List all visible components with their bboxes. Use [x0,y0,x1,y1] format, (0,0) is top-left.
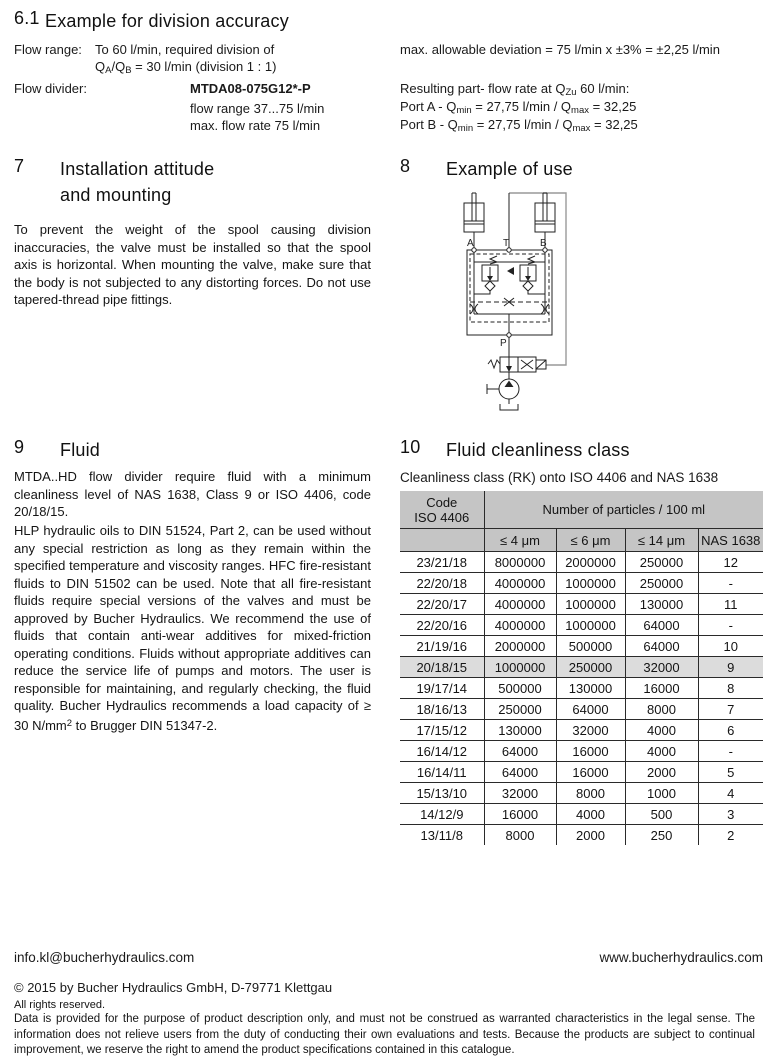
cell-nas: 6 [698,720,763,741]
cell-le4: 500000 [484,678,556,699]
header-code: Code ISO 4406 [400,491,484,529]
table-row [400,720,763,741]
port-b-flow: Port $B - Q_{min} = 27,75$ $l/\min / Q_{max} = 32,25$ [400,117,638,134]
port-a-flow: Port $A - Q_{min} = 27,75$ $l/\min / Q_{max} = 32,25$ [400,99,637,116]
cell-le6: 2000 [556,825,625,846]
section-number: 9 [14,437,25,457]
resulting-flow: Resulting part- flow rate at $Q_{Zu}$ 60 l/min: [400,81,630,98]
table-row [400,783,763,804]
table-caption: Cleanliness class (RK) onto ISO 4406 and NAS 1638 [400,470,719,485]
cell-nas: - [698,615,763,636]
cell-le14: 250000 [625,573,698,594]
table-row [400,552,763,573]
cell-le6: 2000000 [556,552,625,573]
cell-le4: 4000000 [484,573,556,594]
model-max-flow: max. flow rate 75 l/min [190,118,321,133]
cell-le4: 8000 [484,825,556,846]
section-number: 6.1 [14,8,40,28]
cell-le4: 8000000 [484,552,556,573]
fluid-paragraph-2: HLP hydraulic oils to DIN 51524, Part 2, can be used without any special restriction as long as they remain within the specified temperature and viscosity ranges. HFC fire-resistant fluids to DIN 51502 can be used. Note that all fire-resistant fluids require special versions of the valves and must be approved by Bucher Hydraulics. We recommend the use of fluids that contain anti-wear additives for mixed-friction operating conditions. Fluids without appropriate additives can reduce the service life of pumps and motors. The user is responsible for maintaining, and regularly checking, the fluid quality. Bucher Hydraulics recommends a load capacity of ≥ 30 $N/mm^2$ to Brugger DIN 51347-2. [14,523,371,733]
cell-code: 21/19/16 [400,636,484,657]
cell-le6: 4000 [556,804,625,825]
cell-le6: 500000 [556,636,625,657]
cell-le4: 64000 [484,762,556,783]
table-row [400,657,763,678]
pilot-arrow [507,267,514,275]
cell-nas: 2 [698,825,763,846]
cell-nas: 3 [698,804,763,825]
header-blank [400,529,484,552]
section-title: Installation attitude and mounting [60,159,215,205]
cell-le6: 1000000 [556,615,625,636]
header-nas: NAS 1638 [698,529,763,552]
cell-nas: 8 [698,678,763,699]
cell-le14: 16000 [625,678,698,699]
cylinder-left [464,203,484,232]
flow-range-label: Flow range: [14,42,82,57]
cell-code: 19/17/14 [400,678,484,699]
cell-nas: 10 [698,636,763,657]
cell-code: 18/16/13 [400,699,484,720]
cell-le4: 250000 [484,699,556,720]
flow-range-line2: $Q_A/Q_B = 30$ l/min (division 1 : 1) [95,59,277,76]
cell-nas: 7 [698,699,763,720]
cell-le4: 4000000 [484,594,556,615]
cell-le4: 2000000 [484,636,556,657]
cell-code: 22/20/16 [400,615,484,636]
port-label-b: B [540,238,547,249]
cell-nas: - [698,573,763,594]
footer-rights: All rights reserved. [14,999,106,1011]
cell-le14: 1000 [625,783,698,804]
cell-code: 22/20/18 [400,573,484,594]
section-9-heading [14,437,100,463]
header-le6: ≤ 6 μm [556,529,625,552]
header-le14: ≤ 14 μm [625,529,698,552]
cell-nas: - [698,741,763,762]
footer-email: info.kl@bucherhydraulics.com [14,950,195,965]
cell-code: 17/15/12 [400,720,484,741]
cell-le14: 4000 [625,720,698,741]
table-row [400,678,763,699]
cell-le6: 16000 [556,762,625,783]
cell-le6: 1000000 [556,573,625,594]
cell-le14: 250000 [625,552,698,573]
port-label-a: A [467,238,474,249]
cell-le6: 130000 [556,678,625,699]
section-number: 8 [400,156,411,176]
cell-le14: 250 [625,825,698,846]
tank [500,399,518,410]
flow-divider-label: Flow divider: [14,81,87,96]
table-row [400,573,763,594]
cell-code: 16/14/12 [400,741,484,762]
fluid-paragraph-1: MTDA..HD flow divider require fluid with a minimum cleanliness level of NAS 1638, Class 9 or ISO 4406, code 20/18/15. [14,469,371,519]
header-particles: Number of particles / 100 ml [484,491,763,529]
cell-le4: 32000 [484,783,556,804]
table-row [400,615,763,636]
cell-le4: 130000 [484,720,556,741]
cell-code: 13/11/8 [400,825,484,846]
cell-le6: 1000000 [556,594,625,615]
cell-le14: 500 [625,804,698,825]
cell-le4: 1000000 [484,657,556,678]
cell-le14: 4000 [625,741,698,762]
header-le4: ≤ 4 μm [484,529,556,552]
table-row [400,594,763,615]
section-title: Example of use [446,159,573,179]
cell-le14: 32000 [625,657,698,678]
cell-le14: 64000 [625,615,698,636]
cell-le14: 64000 [625,636,698,657]
cell-nas: 12 [698,552,763,573]
cell-code: 23/21/18 [400,552,484,573]
cell-le4: 4000000 [484,615,556,636]
cell-le6: 32000 [556,720,625,741]
section-6-1-heading [14,8,289,34]
cell-code: 20/18/15 [400,657,484,678]
cell-le14: 130000 [625,594,698,615]
port-label-t: T [503,238,510,249]
cell-le6: 64000 [556,699,625,720]
cell-le14: 8000 [625,699,698,720]
cell-code: 14/12/9 [400,804,484,825]
cell-le4: 64000 [484,741,556,762]
cell-nas: 9 [698,657,763,678]
footer-website: www.bucherhydraulics.com [599,950,763,965]
cylinder-right [535,203,555,232]
cell-nas: 5 [698,762,763,783]
cell-nas: 4 [698,783,763,804]
valve-spring [488,360,500,368]
max-deviation: max. allowable deviation = 75 l/min x ±3% = ±2,25 l/min [400,42,720,57]
cleanliness-table-body [400,552,763,846]
section-number: 7 [14,156,25,176]
cell-le6: 8000 [556,783,625,804]
cleanliness-table [400,491,763,845]
cell-le4: 16000 [484,804,556,825]
installation-paragraph: To prevent the weight of the spool causing division inaccuracies, the valve must be installed so that the spool axis is horizontal. When mounting the valve, make sure that the body is not subjected to any distorting forces. Do not use tapered-thread pipe fittings. [14,222,371,307]
cell-le14: 2000 [625,762,698,783]
hydraulic-schematic [430,176,575,421]
cell-code: 16/14/11 [400,762,484,783]
table-row [400,699,763,720]
table-row [400,825,763,846]
table-row [400,762,763,783]
table-row [400,636,763,657]
section-number: 10 [400,437,421,457]
cell-nas: 11 [698,594,763,615]
section-title: Example for division accuracy [45,11,289,31]
table-row [400,741,763,762]
cell-code: 15/13/10 [400,783,484,804]
section-title: Fluid [60,440,101,460]
cell-le6: 16000 [556,741,625,762]
model-flow-range: flow range 37...75 l/min [190,101,325,116]
footer-disclaimer: Data is provided for the purpose of product description only, and must not be construed as warranted characteristics in the legal sense. The information does not relieve users from the duty of conducting their own evaluations and tests. Because the products are subject to continual improvement, we reserve the right to amend the product specifications contained in this catalogue. [14,1013,755,1056]
section-10-heading [400,437,630,463]
section-title: Fluid cleanliness class [446,440,630,460]
flow-range-line1: To 60 l/min, required division of [95,42,275,57]
cell-le6: 250000 [556,657,625,678]
model-code: MTDA08-075G12*-P [190,81,311,96]
cell-code: 22/20/17 [400,594,484,615]
footer-copyright: © 2015 by Bucher Hydraulics GmbH, D-79771 Klettgau [14,980,333,995]
pilot-feedback-line [509,193,566,365]
table-row [400,804,763,825]
section-7-heading [14,156,214,208]
port-label-p: P [500,338,507,349]
